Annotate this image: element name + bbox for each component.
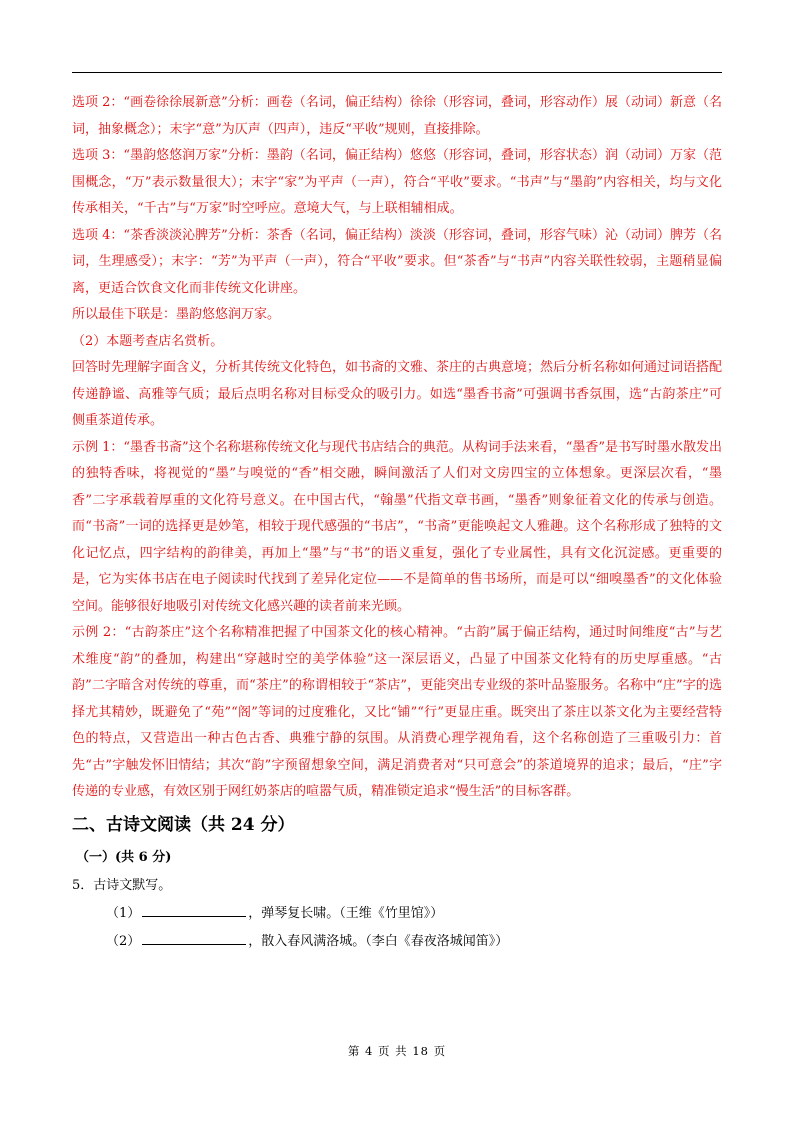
item-text: ，散入春风满洛城。（李白《春夜洛城闻笛》）: [248, 933, 509, 949]
answer-option-4: 选项 4：“茶香淡淡沁脾芳”分析：茶香（名词，偏正结构）淡淡（形容词，叠词，形容气味）沁（动词）脾芳（名词，生理感受）；末字：“芳”为平声（一声），符合“平收”要求。但“茶香”与“书声”内容关联性较弱，主题稍显偏离，更适合饮食文化而非传统文化讲座。: [72, 227, 722, 296]
section-title: 二、古诗文阅读（共 24 分）: [72, 814, 295, 835]
header-rule: [72, 72, 722, 73]
answer-method: 回答时先理解字面含义，分析其传统文化特色，如书斋的文雅、茶庄的古典意境；然后分析名称如何通过词语搭配传递静谧、高雅等气质；最后点明名称对目标受众的吸引力。如选“墨香书斋”可强调书香氛围，选“古韵茶庄”可侧重茶道传承。: [72, 360, 723, 428]
answer-example-2: 示例 2：“古韵茶庄”这个名称精准把握了中国茶文化的核心精神。“古韵”属于偏正结构，通过时间维度“古”与艺术维度“韵”的叠加，构建出“穿越时空的美学体验”这一深层语义，凸显了中国茶文化特有的历史厚重感。“古韵”二字暗含对传统的尊重，而“茶庄”的称谓相较于“茶店”，更能突出专业级的茶叶品鉴服务。名称中“庄”字的选择尤其精妙，既避免了“苑”“阁”等词的过度雅化，又比“铺”“行”更显庄重。既突出了茶庄以茶文化为主要经营特色的特点，又营造出一种古色古香、典雅宁静的氛围。从消费心理学视角看，这个名称创造了三重吸引力：首先“古”字触发怀旧情结；其次“韵”字预留想象空间，满足消费者对“只可意会”的茶道境界的追求；最后，“庄”字传递的专业感，有效区别于网红奶茶店的喧嚣气质，精准锁定追求“慢生活”的目标客群。: [72, 625, 722, 799]
answer-option-2: 选项 2：“画卷徐徐展新意”分析：画卷（名词，偏正结构）徐徐（形容词，叠词，形容动作）展（动词）新意（名词，抽象概念）；末字“意”为仄声（四声），违反“平收”规则，直接排除。: [72, 95, 722, 137]
page-footer: 第 4 页 共 18 页: [347, 1044, 447, 1058]
answer-blank[interactable]: [142, 902, 246, 917]
item-number: （1）: [106, 905, 141, 921]
item-text: ，弹琴复长啸。（王维《竹里馆》）: [248, 905, 444, 921]
item-number: （2）: [106, 933, 141, 949]
recitation-item-2: [106, 928, 722, 956]
answer-conclusion: 所以最佳下联是：墨韵悠悠润万家。: [72, 307, 281, 322]
question-5: 5．古诗文默写。: [72, 877, 172, 893]
subsection-title: （一）(共 6 分): [76, 849, 172, 865]
recitation-item-1: [106, 900, 722, 928]
answer-blank[interactable]: [142, 930, 246, 945]
answer-example-1: 示例 1：“墨香书斋”这个名称堪称传统文化与现代书店结合的典范。从构词手法来看，“墨香”是书写时墨水散发出的独特香味，将视觉的“墨”与嗅觉的“香”相交融，瞬间激活了人们对文房四宝的立体想象。更深层次看，“墨香”二字承载着厚重的文化符号意义。在中国古代，“翰墨”代指文章书画，“墨香”则象征着文化的传承与创造。而“书斋”一词的选择更是妙笔，相较于现代感强的“书店”，“书斋”更能唤起文人雅趣。这个名称形成了独特的文化记忆点，四字结构的韵律美，再加上“墨”与“书”的语义重复，强化了专业属性，具有文化沉淀感。更重要的是，它为实体书店在电子阅读时代找到了差异化定位——不是简单的售书场所，而是可以“细嗅墨香”的文化体验空间。能够很好地吸引对传统文化感兴趣的读者前来光顾。: [72, 439, 722, 614]
answer-part-2-title: （2）本题考查店名赏析。: [72, 333, 224, 349]
answer-option-3: 选项 3：“墨韵悠悠润万家”分析：墨韵（名词，偏正结构）悠悠（形容词，叠词，形容状态）润（动词）万家（范围概念，“万”表示数量很大）；末字“家”为平声（一声），符合“平收”要求。“书声”与“墨韵”内容相关，均与文化传承相关，“千古”与“万家”时空呼应。意境大气，与上联相辅相成。: [72, 148, 722, 216]
page-content: [72, 90, 722, 956]
